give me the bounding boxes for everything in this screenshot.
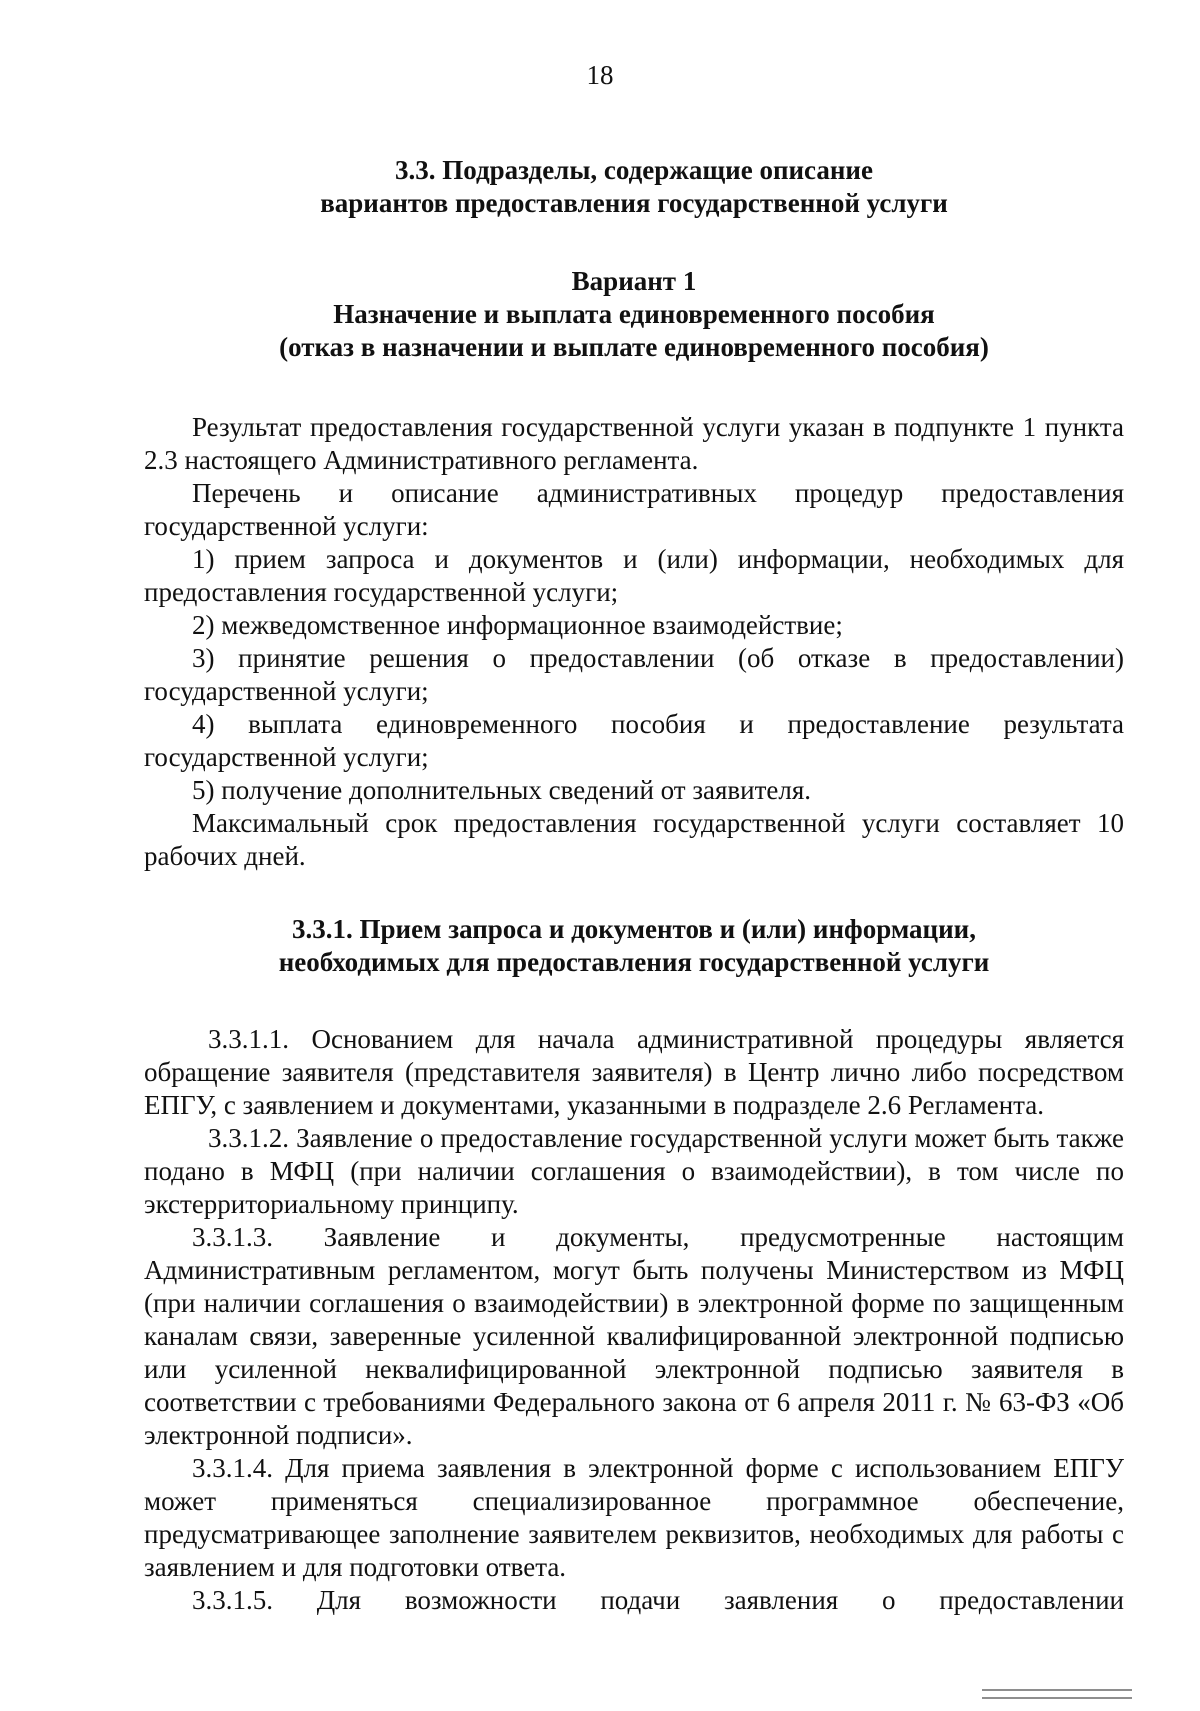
list-item-1: 1) прием запроса и документов и (или) информации, необходимых для предоставления государственной услуги; [144, 544, 1124, 607]
paragraph-max-term: Максимальный срок предоставления государственной услуги составляет 10 рабочих дней. [144, 808, 1124, 871]
paragraph-3-3-1-5: 3.3.1.5. Для возможности подачи заявления о предоставлении [192, 1585, 1124, 1615]
section-3-3-1-title-line2: необходимых для предоставления государственной услуги [278, 947, 990, 977]
page-number: 18 [586, 60, 614, 90]
paragraph-3-3-1-1: 3.3.1.1. Основанием для начала административной процедуры является обращение заявителя (представителя заявителя) в Центр лично либо посредством ЕПГУ, с заявлением и документами, указанными в подразделе 2.6 Регламента. [144, 1024, 1124, 1120]
paragraph-procedures-list-intro: Перечень и описание административных процедур предоставления государственной услуги: [144, 478, 1124, 541]
scan-edge-mark [982, 1689, 1132, 1699]
variant-title-line3: (отказ в назначении и выплате единовременного пособия) [279, 332, 989, 362]
list-item-3: 3) принятие решения о предоставлении (об отказе в предоставлении) государственной услуги; [144, 643, 1124, 706]
variant-heading [144, 265, 1124, 364]
variant-title-line2: Назначение и выплата единовременного пособия [333, 299, 935, 329]
paragraph-3-3-1-2: 3.3.1.2. Заявление о предоставление государственной услуги может быть также подано в МФЦ (при наличии соглашения о взаимодействии), в том числе по экстерриториальному принципу. [144, 1123, 1124, 1219]
document-body [144, 150, 1124, 1617]
variant-body [144, 411, 1124, 873]
section-3-3-1-heading [144, 913, 1124, 979]
list-item-4: 4) выплата единовременного пособия и предоставление результата государственной услуги; [144, 709, 1124, 772]
section-3-3-heading [144, 154, 1124, 220]
variant-title-line1: Вариант 1 [571, 266, 697, 296]
section-3-3-title-line2: вариантов предоставления государственной услуги [320, 188, 948, 218]
paragraph-3-3-1-3: 3.3.1.3. Заявление и документы, предусмотренные настоящим Административным регламентом, могут быть получены Министерством из МФЦ (при наличии соглашения о взаимодействии) в электронной форме по защищенным каналам связи, заверенные усиленной квалифицированной электронной подписью или усиленной неквалифицированной электронной подписью заявителя в соответствии с требованиями Федерального закона от 6 апреля 2011 г. № 63-ФЗ «Об электронной подписи». [144, 1222, 1124, 1450]
paragraph-result: Результат предоставления государственной услуги указан в подпункте 1 пункта 2.3 настоящего Административного регламента. [144, 412, 1124, 475]
section-3-3-1-body [144, 1023, 1124, 1617]
section-3-3-1-title-line1: 3.3.1. Прием запроса и документов и (или) информации, [292, 914, 976, 944]
section-3-3-title-line1: 3.3. Подразделы, содержащие описание [395, 155, 873, 185]
list-item-2: 2) межведомственное информационное взаимодействие; [192, 610, 843, 640]
list-item-5: 5) получение дополнительных сведений от заявителя. [192, 775, 812, 805]
paragraph-3-3-1-4: 3.3.1.4. Для приема заявления в электронной форме с использованием ЕПГУ может применяться специализированное программное обеспечение, предусматривающее заполнение заявителем реквизитов, необходимых для работы с заявлением и для подготовки ответа. [144, 1453, 1124, 1582]
